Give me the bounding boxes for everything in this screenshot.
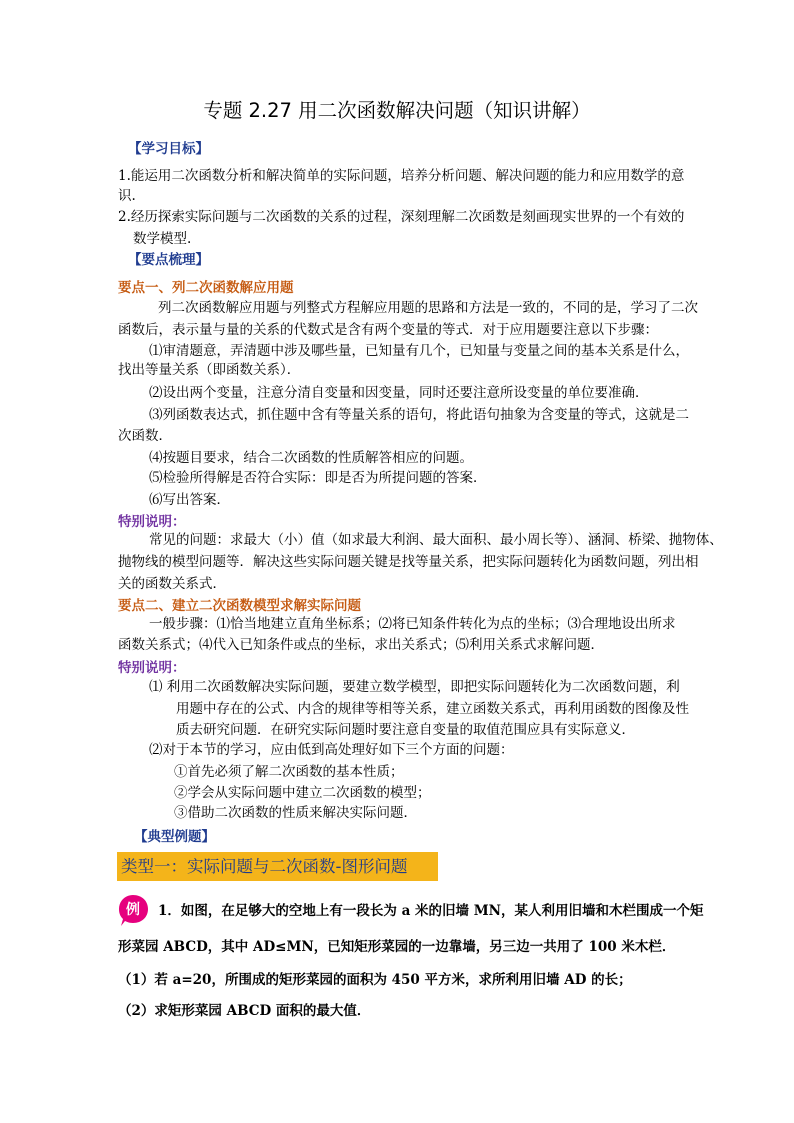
- examples-heading: 【典型例题】: [134, 829, 215, 845]
- example-badge-label: 例: [126, 902, 140, 918]
- point1-line: ⑵设出两个变量，注意分清自变量和因变量，同时还要注意所设变量的单位要准确．: [149, 385, 649, 401]
- point2-line: 函数关系式；⑷代入已知条件或点的坐标，求出关系式；⑸利用关系式求解问题．: [118, 637, 604, 653]
- goals-heading: 【学习目标】: [128, 141, 209, 157]
- point2-title: 要点二、建立二次函数模型求解实际问题: [118, 598, 361, 614]
- point1-line: ⑸检验所得解是否符合实际：即是否为所提问题的答案．: [149, 470, 487, 486]
- point1-line: ⑷按题目要求，结合二次函数的性质解答相应的问题。: [149, 450, 473, 466]
- example-line: 1．如图，在足够大的空地上有一段长为 a 米的旧墙 MN，某人利用旧墙和木栏围成一个矩: [158, 903, 704, 919]
- type1-label: 类型一：实际问题与二次函数-图形问题: [121, 857, 408, 876]
- example-line: （1）若 a=20，所围成的矩形菜园的面积为 450 平方米，求所利用旧墙 AD 的长；: [118, 972, 632, 988]
- goal-line: 2.经历探索实际问题与二次函数的关系的过程，深刻理解二次函数是刻画现实世界的一个有效的: [118, 209, 685, 225]
- note2-line: ①首先必须了解二次函数的基本性质；: [174, 764, 404, 780]
- point1-line: 次函数．: [118, 428, 172, 444]
- note1-title: 特别说明：: [118, 514, 186, 530]
- note2-line: ②学会从实际问题中建立二次函数的模型；: [174, 785, 431, 801]
- goal-line: 识.: [118, 188, 136, 204]
- example-line: 形菜园 ABCD，其中 AD≤MN，已知矩形菜园的一边靠墙，另三边一共用了 100 米木栏．: [118, 939, 676, 955]
- point1-title: 要点一、列二次函数解应用题: [118, 280, 294, 296]
- example-badge: [118, 893, 152, 927]
- goal-line: 数学模型.: [133, 231, 192, 247]
- point1-line: 列二次函数解应用题与列整式方程解应用题的思路和方法是一致的，不同的是，学习了二次: [158, 300, 698, 316]
- note1-line: 抛物线的模型问题等．解决这些实际问题关键是找等量关系，把实际问题转化为函数问题，列出相: [118, 554, 699, 570]
- note2-line: ⑵对于本节的学习，应由低到高处理好如下三个方面的问题：: [149, 742, 514, 758]
- note2-line: ⑴ 利用二次函数解决实际问题，要建立数学模型，即把实际问题转化为二次函数问题，利: [149, 679, 680, 695]
- points-heading: 【要点梳理】: [128, 252, 209, 268]
- point1-line: ⑴审清题意，弄清题中涉及哪些量，已知量有几个，已知量与变量之间的基本关系是什么，: [149, 343, 689, 359]
- note2-line: 质去研究问题．在研究实际问题时要注意自变量的取值范围应具有实际意义．: [176, 722, 635, 738]
- note2-line: ③借助二次函数的性质来解决实际问题．: [174, 805, 417, 821]
- note1-line: 常见的问题：求最大（小）值（如求最大利润、最大面积、最小周长等）、涵洞、桥梁、抛物体、: [149, 532, 723, 548]
- note2-line: 用题中存在的公式、内含的规律等相等关系，建立函数关系式，再利用函数的图像及性: [176, 701, 689, 717]
- page-title: 专题 2.27 用二次函数解决问题（知识讲解）: [203, 99, 591, 122]
- point1-line: 找出等量关系（即函数关系）．: [118, 362, 301, 378]
- point2-line: 一般步骤：⑴恰当地建立直角坐标系；⑵将已知条件转化为点的坐标；⑶合理地设出所求: [149, 616, 676, 632]
- example-line: （2）求矩形菜园 ABCD 面积的最大值．: [118, 1003, 371, 1019]
- note2-title: 特别说明：: [118, 660, 186, 676]
- point1-line: ⑹写出答案．: [149, 492, 230, 508]
- goal-line: 1.能运用二次函数分析和解决简单的实际问题，培养分析问题、解决问题的能力和应用数学的意: [118, 168, 685, 184]
- note1-line: 关的函数关系式．: [118, 576, 226, 592]
- point1-line: ⑶列函数表达式，抓住题中含有等量关系的语句，将此语句抽象为含变量的等式，这就是二: [149, 407, 689, 423]
- point1-line: 函数后，表示量与量的关系的代数式是含有两个变量的等式．对于应用题要注意以下步骤：: [118, 322, 658, 338]
